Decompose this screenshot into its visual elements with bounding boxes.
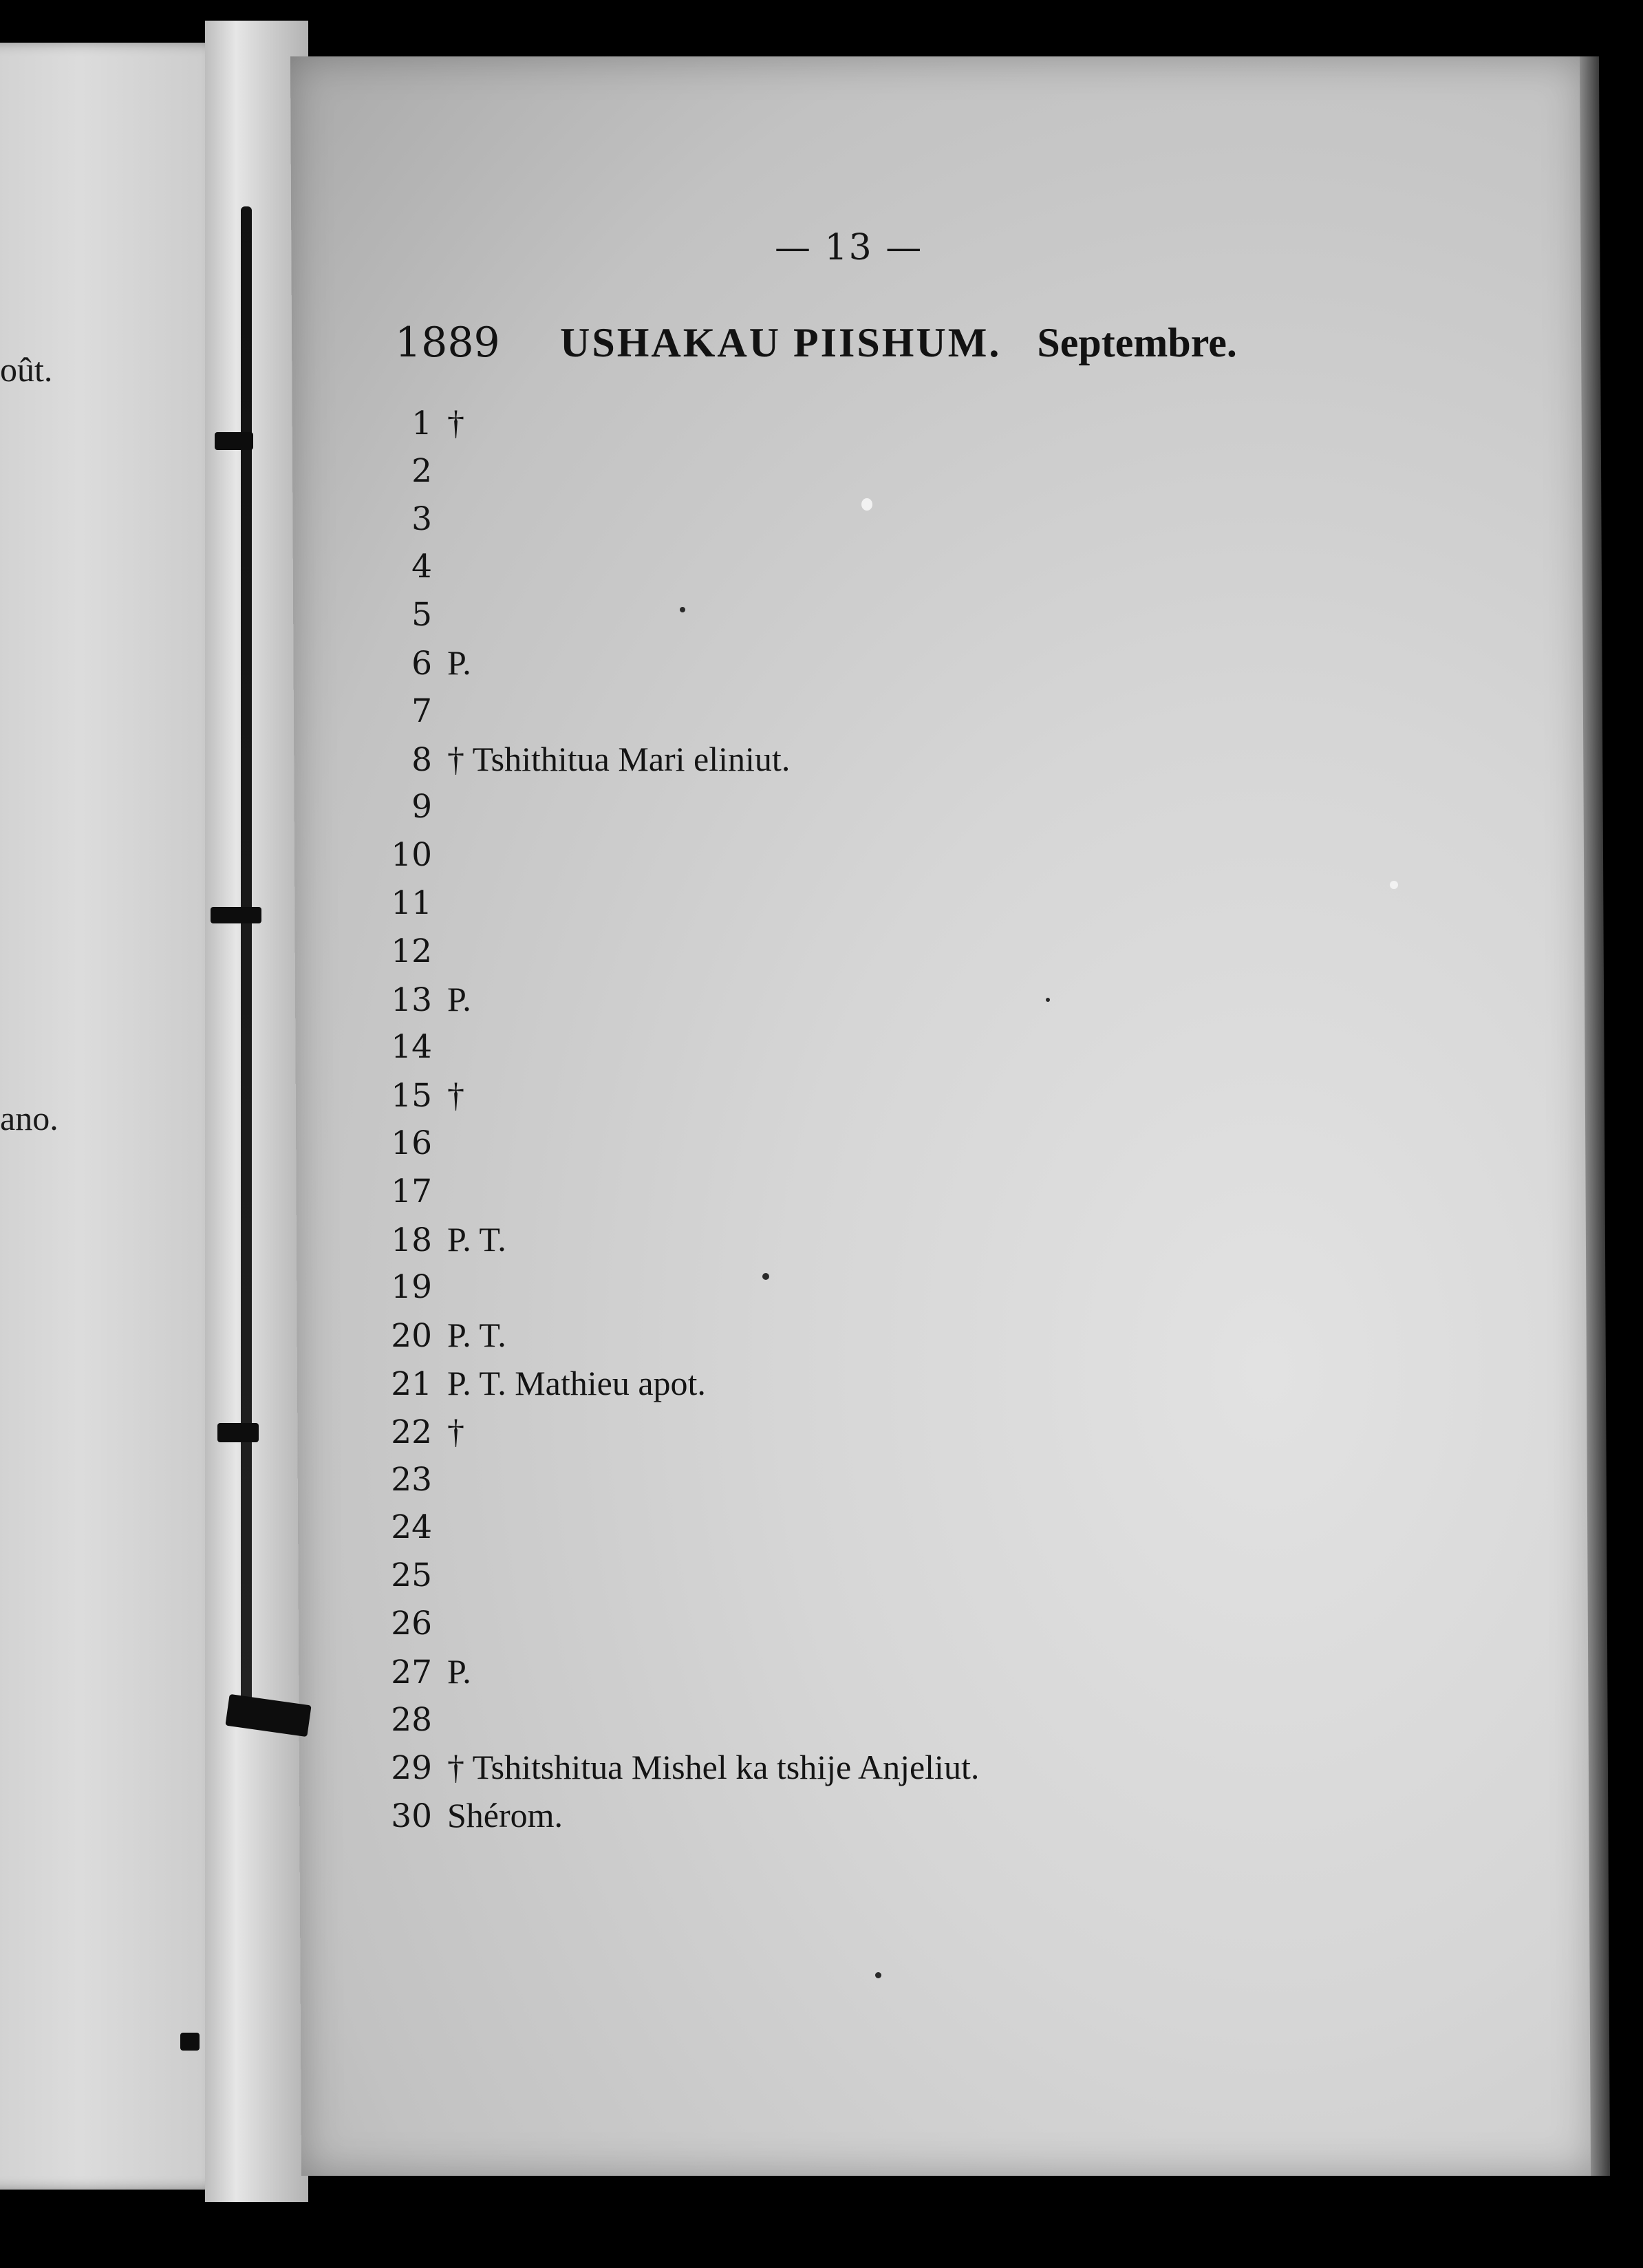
day-number: 12 [391, 932, 432, 970]
day-number: 26 [391, 1604, 432, 1643]
day-row [380, 1312, 1274, 1360]
day-number: 7 [411, 692, 432, 730]
day-number: 25 [391, 1556, 432, 1595]
day-number: 27 [391, 1653, 432, 1691]
day-row [380, 736, 1274, 784]
day-number: 24 [391, 1508, 432, 1547]
day-row [380, 831, 1274, 879]
day-number: 11 [391, 884, 432, 922]
day-number: 13 [391, 981, 432, 1019]
day-row [380, 543, 1274, 591]
day-row [380, 687, 1274, 736]
day-note: † Tshitshitua Mishel ka tshije Anjeliut. [447, 1748, 980, 1787]
paper-speck [875, 1972, 881, 1978]
day-row [380, 1648, 1274, 1696]
day-row [380, 1504, 1274, 1552]
day-number: 28 [391, 1700, 432, 1739]
day-number: 20 [391, 1317, 432, 1356]
day-row [380, 447, 1274, 495]
day-note: Shérom. [447, 1796, 563, 1835]
day-note: P. T. [447, 1316, 506, 1355]
day-number: 17 [391, 1172, 432, 1210]
day-row [380, 1696, 1274, 1744]
day-row [380, 639, 1274, 687]
day-row [380, 1408, 1274, 1456]
page-number: — 13 — [775, 227, 923, 268]
left-page-text: oût. [0, 350, 53, 389]
day-note: † [447, 1411, 464, 1451]
binding-stitch [211, 907, 261, 923]
day-number: 23 [391, 1460, 432, 1499]
paper-speck [861, 498, 872, 511]
day-row [380, 1600, 1274, 1648]
day-number: 29 [391, 1749, 432, 1788]
day-row [380, 1744, 1274, 1792]
day-number: 14 [391, 1028, 432, 1067]
day-number: 5 [411, 596, 432, 634]
day-number: 2 [411, 451, 432, 490]
day-number: 21 [391, 1365, 432, 1403]
day-number: 10 [391, 836, 432, 875]
paper-speck [1390, 881, 1398, 889]
day-number: 1 [411, 405, 432, 442]
paper-speck [1046, 998, 1050, 1002]
day-note: P. T. Mathieu apot. [447, 1363, 706, 1402]
day-number: 4 [411, 548, 432, 586]
day-number: 9 [411, 788, 432, 826]
binding-stitch [215, 432, 253, 450]
day-row [380, 1120, 1274, 1168]
day-note: P. [447, 979, 471, 1018]
day-number: 8 [411, 740, 432, 779]
day-note: † Tshithitua Mari eliniut. [447, 739, 791, 778]
day-row [380, 1263, 1274, 1312]
binding-stitch [217, 1423, 259, 1442]
day-number: 22 [391, 1413, 432, 1451]
day-row [380, 1552, 1274, 1600]
day-row [380, 879, 1274, 928]
day-note: P. [447, 1651, 471, 1691]
day-row [380, 399, 1274, 447]
day-row [380, 1023, 1274, 1071]
paper-speck [762, 1273, 769, 1280]
day-row [380, 1071, 1274, 1120]
day-row [380, 495, 1274, 544]
day-row [380, 928, 1274, 976]
month-french: Septembre. [1037, 320, 1237, 365]
day-row [380, 1456, 1274, 1504]
day-row [380, 1360, 1274, 1408]
day-row [380, 783, 1274, 831]
day-number: 16 [391, 1124, 432, 1162]
day-note: P. [447, 643, 471, 682]
binding-stitch [180, 2033, 200, 2051]
day-row [380, 591, 1274, 639]
day-row [380, 1792, 1274, 1840]
day-note: † [447, 1076, 464, 1115]
day-row [380, 1216, 1274, 1264]
left-page-text: ano. [0, 1099, 58, 1137]
day-number: 19 [391, 1268, 432, 1307]
day-number: 15 [391, 1077, 432, 1115]
year: 1889 [395, 319, 500, 367]
day-number: 18 [391, 1221, 432, 1259]
day-row [380, 976, 1274, 1024]
day-row [380, 1168, 1274, 1216]
paper-speck [680, 607, 685, 612]
month-header [395, 319, 1372, 367]
day-list [380, 399, 1274, 1840]
day-number: 30 [391, 1797, 432, 1836]
day-note: † [447, 403, 464, 442]
day-note: P. T. [447, 1219, 506, 1259]
day-number: 3 [411, 500, 432, 538]
month-title: USHAKAU PIISHUM. [560, 320, 1002, 365]
day-number: 6 [411, 644, 432, 683]
